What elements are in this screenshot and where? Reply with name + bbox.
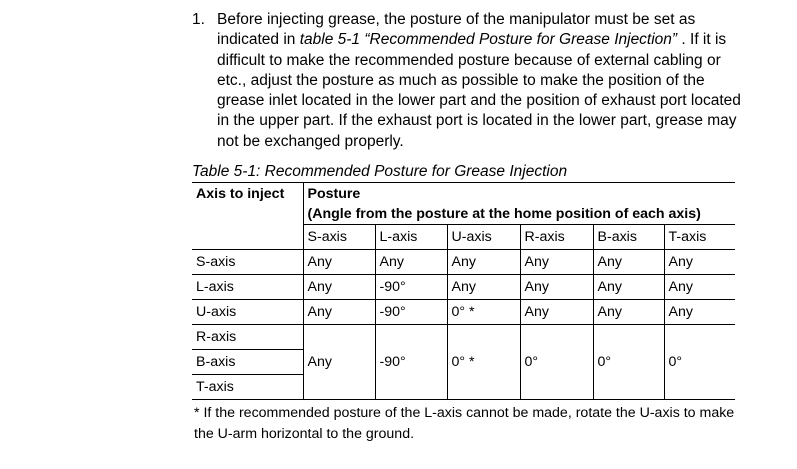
table-cell: Any [664, 250, 735, 275]
step-text [217, 10, 752, 152]
column-header: L-axis [375, 225, 447, 250]
step-text-after: . If it is difficult to make the recommended posture because of external cabling or etc., adjust the posture as much as possible to make the position of the grease inlet located in the lower part and the position of exhaust port located in the upper part. If the exhaust port is located in the lower part, grease may not be exchanged properly. [217, 31, 741, 150]
column-header: R-axis [520, 225, 593, 250]
table-cell: Any [664, 275, 735, 300]
row-axis-label: R-axis [192, 325, 303, 350]
table-cell: Any [664, 300, 735, 325]
recommended-posture-table [192, 182, 735, 400]
table-cell-merged: Any [303, 325, 375, 400]
table-row [192, 325, 735, 350]
table-cell: Any [520, 300, 593, 325]
column-header: T-axis [664, 225, 735, 250]
table-cell-merged: 0° [593, 325, 664, 400]
table-cell: Any [303, 250, 375, 275]
table-row [192, 250, 735, 275]
table-cell-merged: 0° [664, 325, 735, 400]
column-header: S-axis [303, 225, 375, 250]
table-header-row [192, 183, 735, 205]
table-cell: 0° * [447, 300, 520, 325]
step-text-before: Before injecting grease, the posture of the manipulator must be set as indicated in [217, 11, 696, 49]
column-header: B-axis [593, 225, 664, 250]
table-row [192, 275, 735, 300]
table-cell: Any [593, 300, 664, 325]
table-cell: Any [303, 300, 375, 325]
table-row [192, 300, 735, 325]
column-header-empty [192, 225, 303, 250]
table-cell-merged: 0° [520, 325, 593, 400]
header-posture: Posture [303, 183, 735, 205]
table-reference: table 5-1 “Recommended Posture for Grease Injection” [299, 31, 678, 49]
instruction-step-1 [192, 10, 752, 152]
header-posture-subtitle: (Angle from the posture at the home position of each axis) [303, 204, 735, 225]
table-cell: -90° [375, 300, 447, 325]
table-caption: Table 5-1: Recommended Posture for Grease Injection [192, 163, 568, 180]
table-cell: Any [593, 275, 664, 300]
table-cell: Any [447, 275, 520, 300]
row-axis-label: U-axis [192, 300, 303, 325]
table-cell-merged: -90° [375, 325, 447, 400]
row-axis-label: T-axis [192, 375, 303, 400]
table-cell: Any [520, 250, 593, 275]
column-header: U-axis [447, 225, 520, 250]
header-axis-to-inject: Axis to inject [192, 183, 303, 225]
table-cell: Any [520, 275, 593, 300]
row-axis-label: B-axis [192, 350, 303, 375]
table-footnote: * If the recommended posture of the L-axis cannot be made, rotate the U-axis to make the U-arm horizontal to the ground. [194, 405, 735, 442]
step-number: 1. [192, 11, 205, 28]
table-cell: Any [375, 250, 447, 275]
table-cell: Any [593, 250, 664, 275]
column-header-row [192, 225, 735, 250]
table-cell: Any [303, 275, 375, 300]
row-axis-label: L-axis [192, 275, 303, 300]
row-axis-label: S-axis [192, 250, 303, 275]
table-cell-merged: 0° * [447, 325, 520, 400]
table-cell: -90° [375, 275, 447, 300]
table-cell: Any [447, 250, 520, 275]
